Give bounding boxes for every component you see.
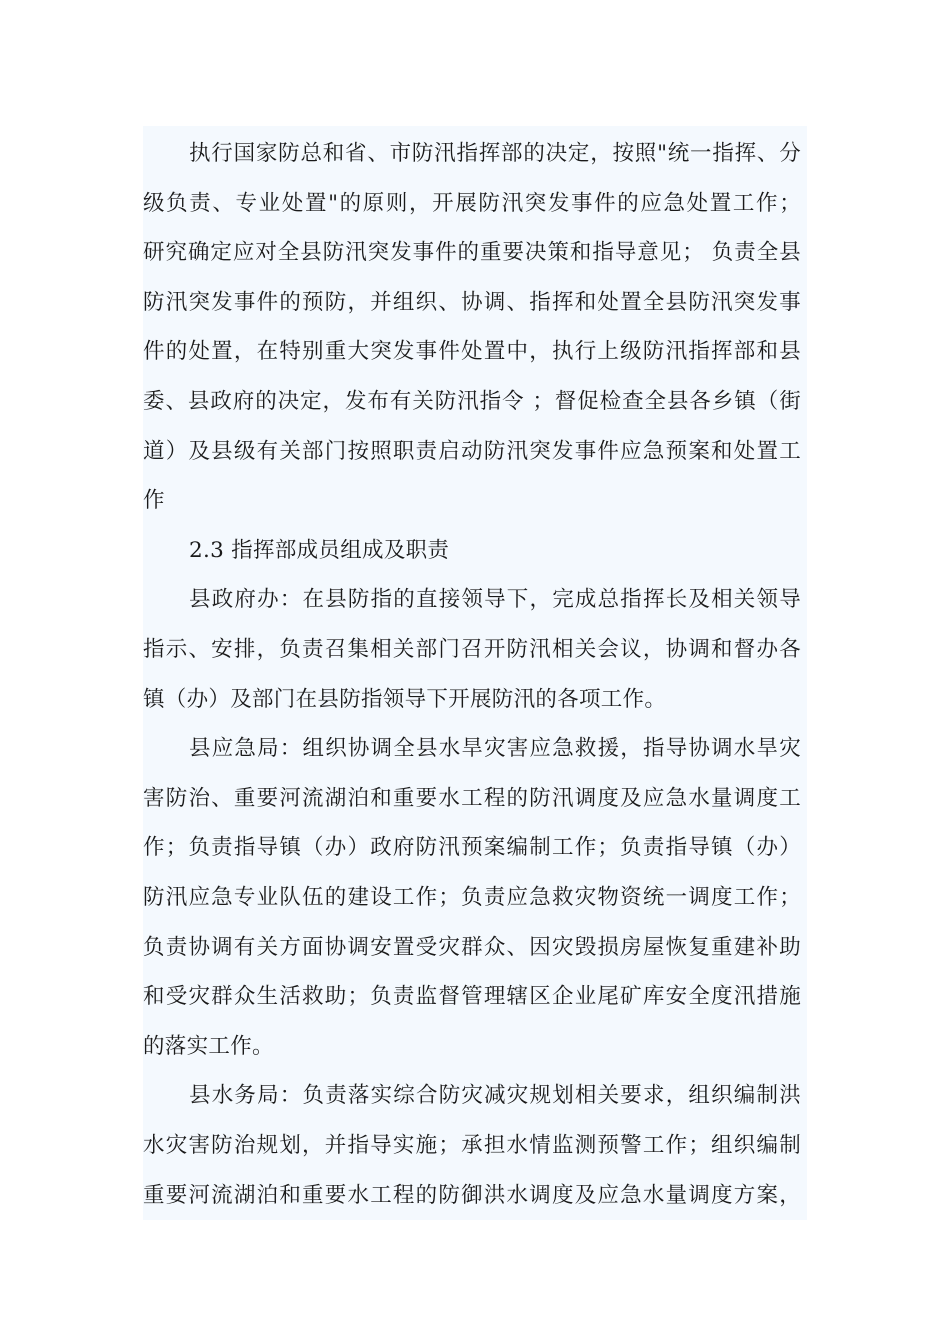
text-line: 县水务局：负责落实综合防灾减灾规划相关要求，组织编制洪 <box>189 1083 801 1109</box>
text-line: 级负责、专业处置"的原则，开展防汛突发事件的应急处置工作； <box>143 190 801 216</box>
text-line: 县政府办：在县防指的直接领导下，完成总指挥长及相关领导 <box>189 587 801 613</box>
text-line: 执行国家防总和省、市防汛指挥部的决定，按照"统一指挥、分 <box>189 141 801 166</box>
text-line: 件的处置，在特别重大突发事件处置中，执行上级防汛指挥部和县 <box>143 339 801 365</box>
text-line: 县应急局：组织协调全县水旱灾害应急救援，指导协调水旱灾 <box>189 736 801 762</box>
text-line: 负责协调有关方面协调安置受灾群众、因灾毁损房屋恢复重建补助 <box>143 934 801 960</box>
text-line: 指示、安排，负责召集相关部门召开防汛相关会议，协调和督办各 <box>143 637 801 662</box>
text-line: 委、县政府的决定，发布有关防汛指令 ；督促检查全县各乡镇（街 <box>143 389 801 414</box>
text-line: 防汛应急专业队伍的建设工作；负责应急救灾物资统一调度工作； <box>143 885 801 910</box>
text-line: 研究确定应对全县防汛突发事件的重要决策和指导意见； 负责全县 <box>143 240 801 266</box>
text-line: 道）及县级有关部门按照职责启动防汛突发事件应急预案和处置工 <box>143 438 801 464</box>
text-line: 和受灾群众生活救助；负责监督管理辖区企业尾矿库安全度汛措施 <box>143 984 801 1010</box>
text-line: 的落实工作。 <box>143 1033 274 1059</box>
document-text-block <box>143 126 807 1220</box>
text-line: 2.3 指挥部成员组成及职责 <box>189 537 450 563</box>
text-line: 害防治、重要河流湖泊和重要水工程的防汛调度及应急水量调度工 <box>143 785 801 811</box>
text-line: 水灾害防治规划，并指导实施；承担水情监测预警工作；组织编制 <box>143 1133 801 1158</box>
text-line: 作；负责指导镇（办）政府防汛预案编制工作；负责指导镇（办） <box>143 835 801 861</box>
text-line: 重要河流湖泊和重要水工程的防御洪水调度及应急水量调度方案， <box>143 1182 801 1208</box>
text-line: 镇（办）及部门在县防指领导下开展防汛的各项工作。 <box>143 686 667 712</box>
text-line: 防汛突发事件的预防，并组织、协调、指挥和处置全县防汛突发事 <box>143 289 801 315</box>
text-line: 作 <box>143 488 165 514</box>
